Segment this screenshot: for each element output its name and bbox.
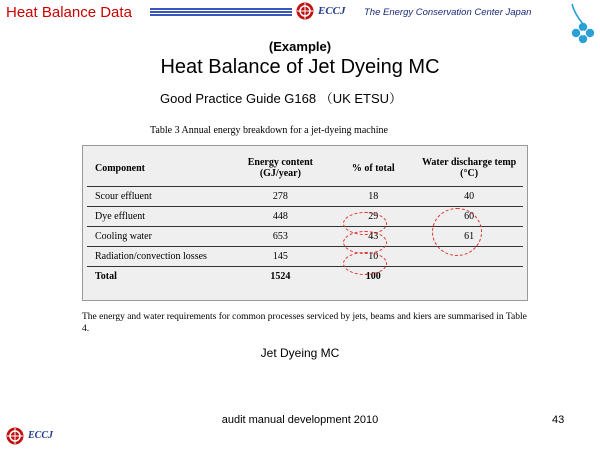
cell-water-temp [415,267,523,287]
cell-percent: 29 [331,207,415,227]
table-header-row [87,150,523,187]
header-percent-total: % of total [331,150,415,187]
cell-energy: 653 [229,227,331,247]
header-water-discharge-temp: Water discharge temp (°C) [415,150,523,187]
cell-percent: 43 [331,227,415,247]
cell-percent: 10 [331,247,415,267]
table-total-row [87,267,523,287]
highlight-circle-water-temp [432,208,482,256]
cell-percent: 100 [365,271,381,282]
example-label: (Example) [268,39,332,54]
cell-component: Cooling water [87,227,229,247]
table-caption: Table 3 Annual energy breakdown for a jet-dyeing machine [150,125,388,136]
cell-component: Dye effluent [87,207,229,227]
header-title: Heat Balance Data [6,4,132,21]
table-row [87,187,523,207]
figure-subcaption: Jet Dyeing MC [260,346,340,360]
eccj-logo-icon [296,2,314,20]
cell-component: Total [95,271,117,282]
highlight-circle-radiation-percent [343,252,387,275]
cell-component: Scour effluent [87,187,229,207]
cell-water-temp: 61 [415,227,523,247]
eccj-footer-logo-text: ECCJ [28,430,54,441]
cell-water-temp: 40 [415,187,523,207]
page-number: 43 [552,414,565,426]
header-energy-content: Energy content (GJ/year) [229,150,331,187]
header-component: Component [87,150,229,187]
table-note: The energy and water requirements for common processes serviced by jets, beams and kiers are summarised in Table 4. [82,312,527,334]
header-decorative-lines [150,8,292,17]
cell-percent: 18 [331,187,415,207]
slide-title: Heat Balance of Jet Dyeing MC [160,56,440,78]
eccj-logo-text: ECCJ [318,5,346,17]
cell-energy: 278 [229,187,331,207]
highlight-circle-cooling-percent [343,231,387,254]
cell-component: Radiation/convection losses [87,247,229,267]
cell-energy: 145 [229,247,331,267]
cell-energy: 1524 [270,271,291,282]
eccj-footer-logo-icon [6,427,24,445]
cell-water-temp: 60 [415,207,523,227]
cell-energy: 448 [229,207,331,227]
guide-reference: Good Practice Guide G168 （UK ETSU） [160,91,403,106]
organization-name: The Energy Conservation Center Japan [364,7,532,18]
footer-text: audit manual development 2010 [221,414,379,426]
